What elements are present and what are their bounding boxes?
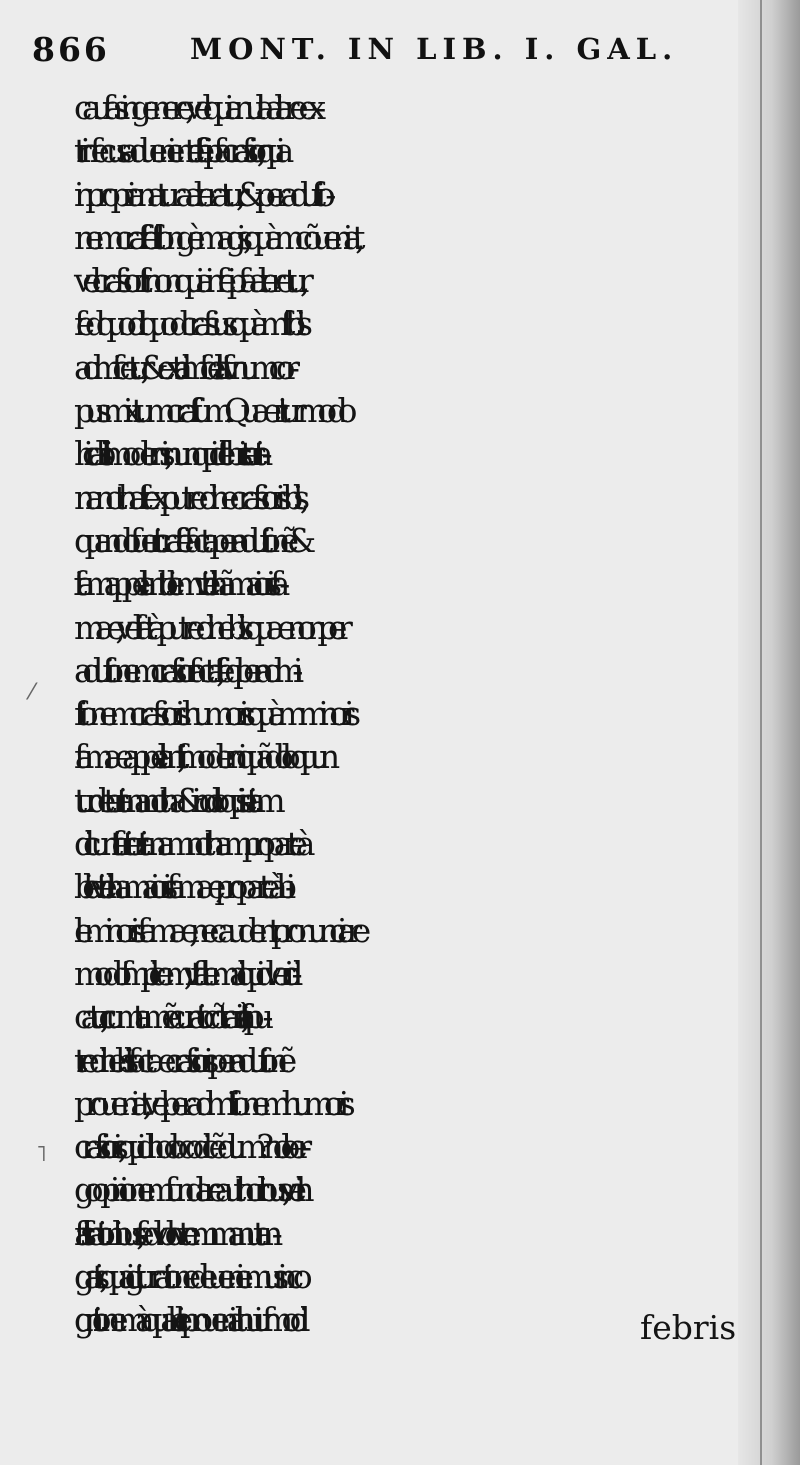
text-line: pus mixtum craffum. Quæritur modo: [74, 391, 348, 431]
text-line: fed quod illi quod crafsius quàm fit bilis: [74, 304, 303, 344]
text-line: catur,cum tamẽ curatio cõtraria fit,fi à pu-: [74, 997, 262, 1037]
text-line: falfis rationibus,fed volo vt rem manu tan-: [74, 1213, 271, 1253]
text-line: iftam appellant bilem vitellinã maioris fa-: [74, 564, 280, 604]
page-number: 866: [32, 30, 110, 69]
text-line: ftionem crafsioris humoris quàm minoris: [74, 694, 351, 734]
text-line: in propria natura alteratur,& per aduftio-: [74, 174, 327, 214]
text-line: tur de tertiana notha & in colloquiis etiam: [74, 780, 274, 820]
text-line: gatis,qua igitur ratione deueniemus in co: [74, 1257, 302, 1297]
text-line: caufas in genere,vel quia nulla alia re ex-: [74, 88, 316, 127]
text-line: quando fuerit craffefacta per aduftionẽ &: [74, 520, 306, 560]
text-line: na notha fit ex putredine crafsioris bilis,: [74, 477, 300, 517]
margin-tick-mark: ⁄: [30, 680, 34, 705]
text-line: trinfecus adueniente fit feipfa crafsior,quia: [74, 131, 284, 171]
text-line: le minoris famæ, nec audent pronunciare: [74, 910, 361, 950]
text-line: mæ,vel fiat à putredine bilis quæ non per: [74, 607, 343, 647]
text-line: gnitionem à qua bile proueniat huiufmodi: [74, 1300, 298, 1340]
text-line: crafsioris,quid hoc loco dicẽdum?nolo er-: [74, 1127, 301, 1167]
running-head: MONT. IN LIB. I. GAL.: [190, 32, 679, 66]
text-line: famæ appellant,ifti moderni quãdo loquun: [74, 737, 329, 777]
page-header: [32, 30, 732, 82]
text-line: admifcetur,& ex tali mifcella fit vnum cor-: [74, 347, 289, 387]
text-line: vel crafsior fit non quia in feipfa alteretur,: [74, 261, 300, 301]
text-line: nem craffefit longè magis,quàm cõueniat,: [74, 217, 356, 257]
catchword: febris: [640, 1308, 737, 1347]
text-line: dicunt fieri tertianam notham pro parte à: [74, 824, 305, 864]
text-line: hic ab illis modernis,nunquid febris tertia-: [74, 434, 261, 474]
text-line: proueniat ,vel per admiftionem humoris: [74, 1083, 346, 1123]
margin-tick-mark: ˥: [36, 1142, 47, 1167]
page-gutter-shadow: [738, 0, 800, 1465]
text-line: tredine bilis factæ crafsioris per aduftionẽ: [74, 1040, 286, 1080]
binding-edge: [760, 0, 762, 1465]
text-line: bile vitellina maioris famæ,pro parte à bi-: [74, 867, 285, 907]
text-line: modo fimplicem,vt faltem aliquid veri di-: [74, 953, 292, 993]
text-line: aduftionem crafsior facta fit,fed per admi-: [74, 650, 293, 690]
text-line: go opinionem fundare authoribus , vel in: [74, 1170, 304, 1210]
body-text: [74, 86, 744, 1342]
